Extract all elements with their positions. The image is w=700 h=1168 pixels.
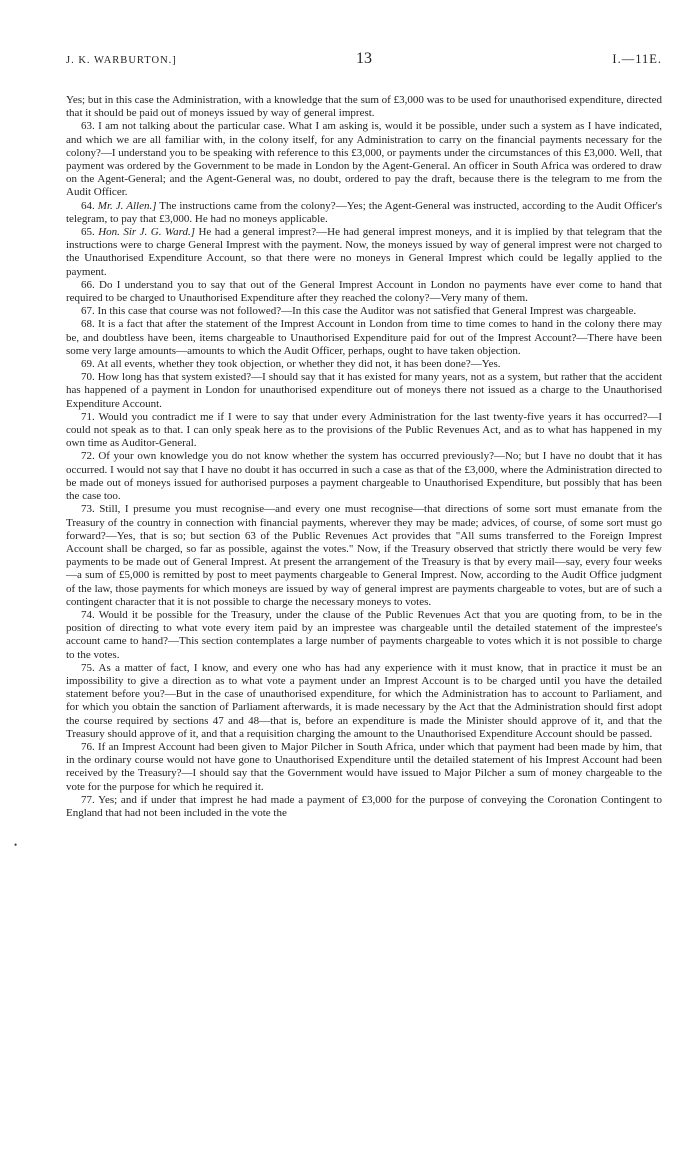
series-number: I.—11E. [612,52,662,66]
speaker-name: Hon. Sir J. G. Ward.] [98,226,195,239]
paragraph-76: 76. If an Imprest Account had been given to Major Pilcher in South Africa, under which that payment had been made by him, that in the ordinary course would not have gone to Unauthorised Expenditure until the detailed statement of his Imprest Account had been received by the Treasury?—I should say that the Government would have issued to Major Pilcher a sum of money chargeable to the vote for the purpose for which he required it. [66,740,663,793]
paragraph-67: 67. In this case that course was not followed?—In this case the Auditor was not satisfied that General Imprest was chargeable. [81,305,637,318]
page-number: 13 [356,50,372,67]
paragraph-70: 70. How long has that system existed?—I should say that it has existed for many years, not as a system, but rather that the accident has happened of a payment in London for unauthorised expenditure out of moneys there not issued as a charge to the Unauthorised Expenditure Account. [66,371,663,410]
paragraph-75: 75. As a matter of fact, I know, and every one who has had any experience with it must know, that in practice it must be an impossibility to give a direction as to what vote a payment under an Imprest Account is to be charged until you have the detailed statement before you?—But in the case of unauthorised expenditure, for which the Administration has to account to Parliament, and for which you obtain the sanction of Parliament afterwards, it is made necessary by the Act that the Administration should first adopt the course required by sections 47 and 48—that is, before an expenditure is made the Minister should approve of it, and that the Treasury should approve of it, and that a requisition charging the amount to the Unauthorised Expenditure Account should be passed. [66,661,662,740]
running-header [66,50,662,68]
paragraph-68: 68. It is a fact that after the statement of the Imprest Account in London from time to time comes to hand in the colony there may be, and doubtless have been, items chargeable to Unauthorised Expenditure paid for out of the Imprest Account?—There have been some very large amounts—amounts to which the Audit Officer, perhaps, ought to have taken objection. [66,318,662,357]
paragraph-65: 65. Hon. Sir J. G. Ward.] He had a general imprest?—He had general imprest moneys, and it is implied by that telegram that the instructions were to charge General Imprest with the payment. Now, the moneys issued by way of general imprest were not charged to the Unauthorised Expenditure Account, so that there were no moneys in General Imprest which could be legally applied to the payment. [66,226,663,278]
paragraph-69: 69. At all events, whether they took objection, or whether they did not, it has been done?—Yes. [81,358,501,371]
paragraph-64: 64. Mr. J. Allen.] The instructions came from the colony?—Yes; the Agent-General was instructed, according to the Audit Officer's telegram, to pay that £3,000. He had no moneys applicable. [66,199,662,225]
paragraph-66: 66. Do I understand you to say that out of the General Imprest Account in London no payments have ever come to hand that required to be charged to Unauthorised Expenditure after they reached the colony?—Very many of them. [66,278,662,305]
paragraph-73: 73. Still, I presume you must recognise—and every one must recognise—that directions of some sort must emanate from the Treasury of the country in connection with financial payments, wherever they may be made; advices, of course, of some sort must go forward?—Yes, that is so; but section 63 of the Public Revenues Act provides that "All sums transferred to the Foreign Imprest Account shall be charged, so far as possible, against the votes." Now, if the Treasury observed that strictly there would be very few payments to be made out of General Imprest. At present the arrangement of the Treasury is that by every mail—say, every four weeks—a sum of £5,000 is remitted by post to meet payments chargeable to General Imprest. Now, according to the Audit Office judgment of the law, those payments for which moneys are issued by way of general imprest are payments chargeable to votes, but are of such a contingent character that it is not possible to charge the necessary moneys to votes. [66,503,662,608]
paragraph-continued: Yes; but in this case the Administration, with a knowledge that the sum of £3,000 was to be used for unauthorised expenditure, directed that it should be paid out of moneys issued by way of general imprest. [66,94,662,120]
paragraph-74: 74. Would it be possible for the Treasury, under the clause of the Public Revenues Act that you are quoting from, to be in the position of directing to what vote every item paid by an imprestee was chargeable until the detailed statement of the imprestee's account came to hand?—This section contemplates a large number of payments chargeable to votes which it is not possible to charge to the votes. [66,608,662,661]
paragraph-63: 63. I am not talking about the particular case. What I am asking is, would it be possible, under such a system as I have indicated, and which we are all familiar with, in the colony itself, for any Administration to carry on the financial payments necessary for the colony?—I understand you to be speaking with reference to this £3,000, or payments under the circumstances of this £3,000. Well, that payment was ordered by the Government to be made in London by the Agent-General. An officer in South Africa was ordered to draw on the Agent-General; and the Agent-General was, no doubt, ordered to pay the draft, because there is the telegram to me from the Audit Officer. [66,120,662,199]
margin-dot: • [14,840,18,850]
paragraph-71: 71. Would you contradict me if I were to say that under every Administration for the last twenty-five years it has occurred?—I could not speak as to that. I can only speak here as to the provisions of the Public Revenues Act, and as to what has happened in my own time as Auditor-General. [66,410,662,450]
header-author: J. K. WARBURTON.] [66,55,177,66]
speaker-name: Mr. J. Allen.] [97,199,157,212]
document-body [66,94,662,820]
paragraph-77: 77. Yes; and if under that imprest he had made a payment of £3,000 for the purpose of conveying the Coronation Contingent to England that had not been included in the vote the [66,793,662,819]
paragraph-72: 72. Of your own knowledge you do not know whether the system has occurred previously?—No; but I have no doubt that it has occurred. I would not say that I have no doubt it has occurred in such a case as that of the £3,000, where the Administration directed to be made out of moneys issued for authorised purposes a payment chargeable to Unauthorised Expenditure, but possibly that has been the case too. [66,450,663,503]
